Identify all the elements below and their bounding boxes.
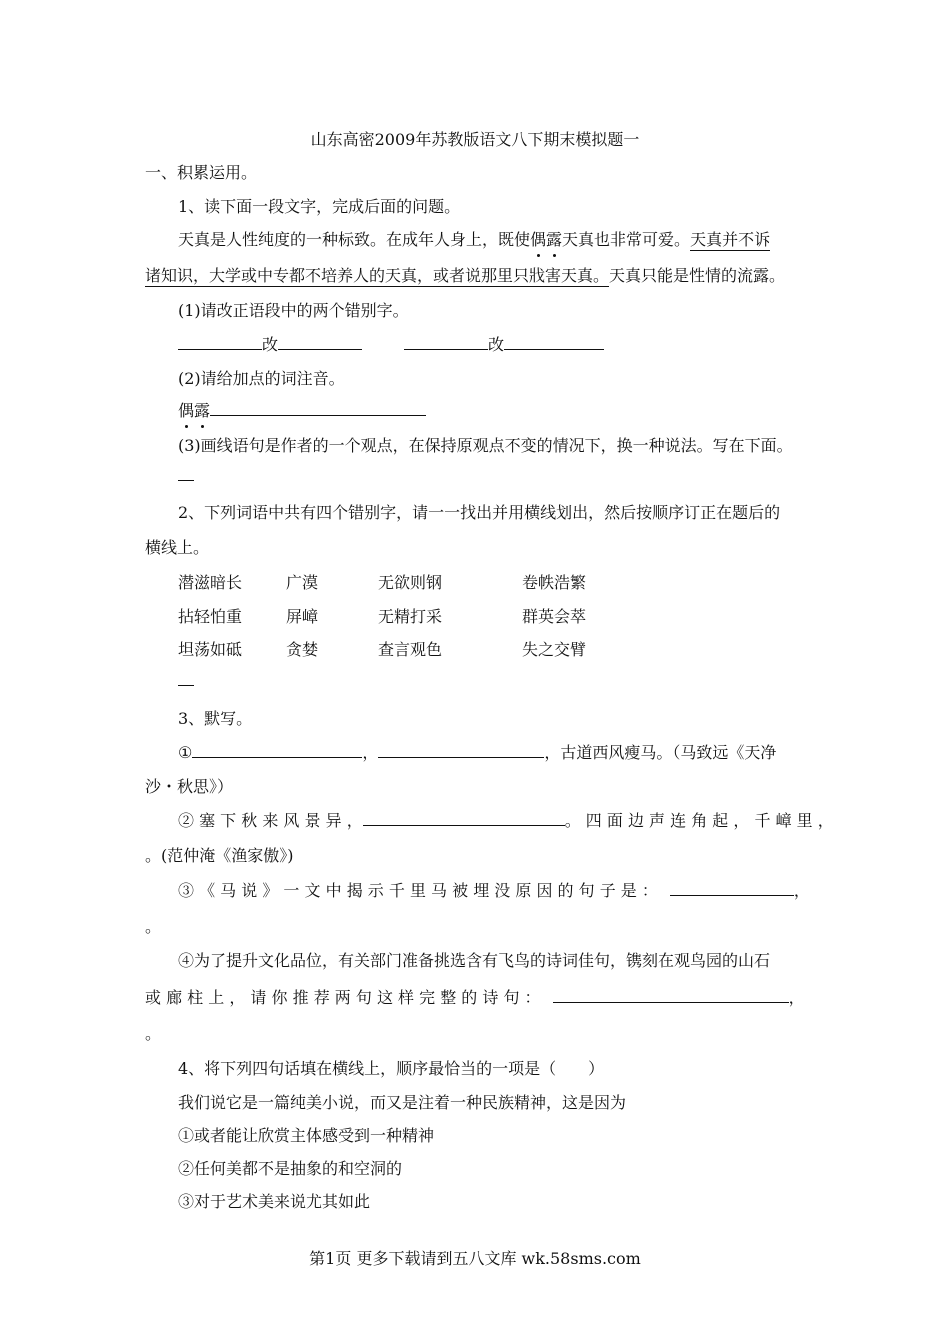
word-cell: 坦荡如砥 [178,640,243,659]
pinyin-line [178,398,426,421]
dotted-char: 露 [194,398,210,421]
question-4-prompt: 4、将下列四句话填在横线上，顺序最恰当的一项是（ ） [178,1059,605,1078]
dotted-char: 偶 [178,398,194,421]
item-marker: ① [178,743,193,762]
answer-blank[interactable] [192,743,362,758]
item-text: 。 四 面 边 声 连 角 起 ， 千 嶂 里 ， [564,811,834,830]
item-text: ，古道西风瘦马。（马致远《天净 [544,743,777,762]
answer-dash[interactable] [178,671,194,690]
punctuation: ， [362,743,379,762]
word-cell: 查言观色 [378,640,443,659]
recitation-item-2 [178,808,834,831]
passage-line-2 [145,263,785,286]
answer-blank[interactable] [504,335,604,350]
word-cell: 潜滋暗长 [178,573,243,592]
word-cell: 失之交臂 [522,640,587,659]
recitation-item-4: ④为了提升文化品位，有关部门准备挑选含有飞鸟的诗词佳句，镌刻在观鸟园的山石 [178,951,771,970]
question-2-prompt: 2、下列词语中共有四个错别字，请一一找出并用横线划出，然后按顺序订正在题后的 [178,503,781,522]
question-4-lead: 我们说它是一篇纯美小说，而又是注着一种民族精神，这是因为 [178,1093,627,1112]
punctuation: ， [793,881,810,900]
item-text: ② 塞 下 秋 来 风 景 异 ， [178,811,363,830]
dotted-char: 露 [546,227,562,250]
punctuation: ， [788,988,805,1007]
recitation-item-2-cont: 。(范仲淹《渔家傲》) [145,846,294,865]
recitation-item-4-line2 [145,985,805,1008]
passage-text: 天真也非常可爱。 [562,230,691,249]
word-cell: 贪婪 [286,640,319,659]
answer-blank[interactable] [178,335,262,350]
page-title: 山东高密2009年苏教版语文八下期末模拟题一 [310,130,640,149]
item-text: 或 廊 柱 上 ， 请 你 推 荐 两 句 这 样 完 整 的 诗 句 ： [145,988,541,1007]
answer-blank[interactable] [363,811,565,826]
word-cell: 屏嶂 [286,607,319,626]
item-text: ③ 《 马 说 》 一 文 中 揭 示 千 里 马 被 埋 没 原 因 的 句 子 是 ： [178,881,658,900]
underlined-sentence: 天真并不诉 [690,230,771,249]
answer-dash[interactable] [178,466,194,485]
page-footer: 第1页 更多下载请到五八文库 wk.58sms.com [309,1249,641,1268]
recitation-item-1-cont: 沙・秋思》） [145,777,234,796]
correction-line [178,332,604,355]
recitation-item-1 [178,740,776,763]
recitation-item-3-cont: 。 [145,917,162,936]
recitation-item-3 [178,878,810,901]
question-1-prompt: 1、读下面一段文字，完成后面的问题。 [178,197,461,216]
option-3: ③对于艺术美来说尤其如此 [178,1192,371,1211]
answer-blank[interactable] [404,335,488,350]
section-heading: 一、积累运用。 [145,163,258,182]
word-cell: 广漠 [286,573,319,592]
underlined-sentence: 诸知识，大学或中专都不培养人的天真，或者说那里只戕害天真。 [145,266,610,285]
sub-question-2: (2)请给加点的词注音。 [178,369,345,388]
option-1: ①或者能让欣赏主体感受到一种精神 [178,1126,435,1145]
word-cell: 无欲则钢 [378,573,443,592]
word-cell: 群英会萃 [522,607,587,626]
word-cell: 卷帙浩繁 [522,573,587,592]
change-label: 改 [488,335,505,354]
passage-text: 天真只能是性情的流露。 [609,266,786,285]
answer-blank[interactable] [553,988,789,1003]
passage-text: 天真是人性纯度的一种标致。在成年人身上，既使 [178,230,531,249]
sub-question-1: (1)请改正语段中的两个错别字。 [178,301,409,320]
option-2: ②任何美都不是抽象的和空洞的 [178,1159,403,1178]
word-cell: 无精打采 [378,607,443,626]
recitation-item-4-cont: 。 [145,1024,162,1043]
question-2-prompt-cont: 横线上。 [145,538,210,557]
word-cell: 拈轻怕重 [178,607,243,626]
question-3-prompt: 3、默写。 [178,709,253,728]
dotted-char: 偶 [530,227,546,250]
answer-blank[interactable] [278,335,362,350]
sub-question-3: (3)画线语句是作者的一个观点，在保持原观点不变的情况下，换一种说法。写在下面。 [178,436,793,455]
change-label: 改 [262,335,279,354]
answer-blank[interactable] [670,881,794,896]
passage-line-1 [178,227,770,250]
answer-blank[interactable] [378,743,544,758]
answer-blank[interactable] [210,401,426,416]
